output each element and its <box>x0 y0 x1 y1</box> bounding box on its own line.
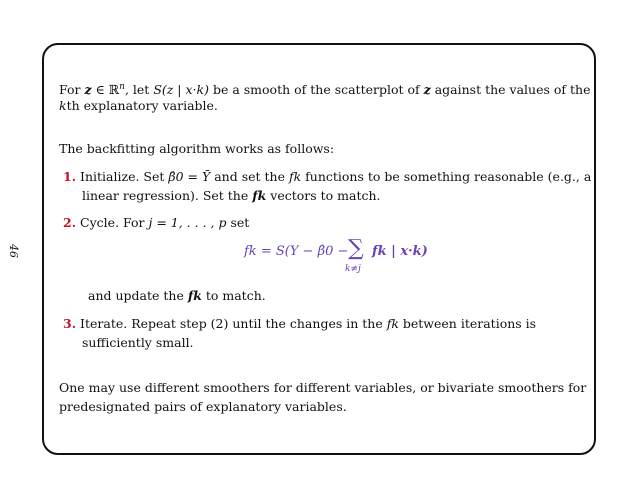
step-2-number: 2. <box>63 215 77 230</box>
step-2-after-a: and update the <box>88 288 188 303</box>
summation-symbol: ∑ <box>348 236 364 261</box>
intro-text-b: , let <box>124 82 154 98</box>
summation-subscript: k≠j <box>345 264 361 274</box>
step-2-text-a: Cycle. For <box>80 215 149 230</box>
step-1-line2-a: linear regression). Set the <box>82 188 253 203</box>
step-1-text-c: functions to be something reasonable (e.g., a <box>301 169 592 184</box>
step-3-fk: fk <box>386 316 399 331</box>
intro-z2: z <box>423 82 431 98</box>
lead-in: The backfitting algorithm works as follows: <box>59 141 335 156</box>
intro-in: ∈ <box>91 82 109 98</box>
step-3-line-2: sufficiently small. <box>82 335 194 350</box>
formula-left: fk = S(Y − β̂0 − <box>244 244 349 259</box>
step-2-line-1 <box>63 215 249 231</box>
closing-line-1: One may use different smoothers for different variables, or bivariate smoothers for <box>59 380 587 395</box>
step-1-line-2 <box>82 188 381 204</box>
intro-smoother: S(z | x·k) <box>153 82 209 98</box>
intro-n: n <box>119 82 125 92</box>
intro-z: z <box>84 82 92 98</box>
step-1-fk: fk <box>288 169 302 184</box>
closing-line-2: predesignated pairs of explanatory variables. <box>59 399 347 414</box>
step-2-text-b: set <box>226 215 250 230</box>
intro-text-c: be a smooth of the scatterplot of <box>208 82 424 98</box>
step-1-text-b: and set the <box>210 169 289 184</box>
step-1-text-a: Initialize. Set <box>80 169 169 184</box>
formula-right: fk | x·k) <box>372 244 428 259</box>
page-number: 46 <box>7 244 20 258</box>
step-2-after-b: to match. <box>201 288 266 303</box>
intro-line-2 <box>59 98 218 114</box>
step-1-number: 1. <box>63 169 77 184</box>
intro-text-a: For <box>59 82 85 98</box>
step-2-after <box>88 288 266 304</box>
step-3-text-a: Iterate. Repeat step (2) until the changes in the <box>80 316 387 331</box>
step-1-line2-fk: fk <box>252 188 267 203</box>
intro-k: k <box>59 98 67 113</box>
step-1-line-1 <box>63 169 591 185</box>
step-1-math: β̂0 = Ȳ <box>168 169 211 184</box>
step-3-number: 3. <box>63 316 77 331</box>
step-2-math: j = 1, . . . , p <box>148 215 227 230</box>
step-3-line-1 <box>63 316 536 332</box>
step-3-text-b: between iterations is <box>398 316 537 331</box>
intro-reals: ℝ <box>108 82 120 98</box>
intro-line2-text: th explanatory variable. <box>66 98 218 113</box>
step-1-line2-b: vectors to match. <box>266 188 381 203</box>
intro-line-1 <box>59 79 590 98</box>
step-2-after-fk: fk <box>187 288 202 303</box>
intro-text-d: against the values of the <box>430 82 591 98</box>
